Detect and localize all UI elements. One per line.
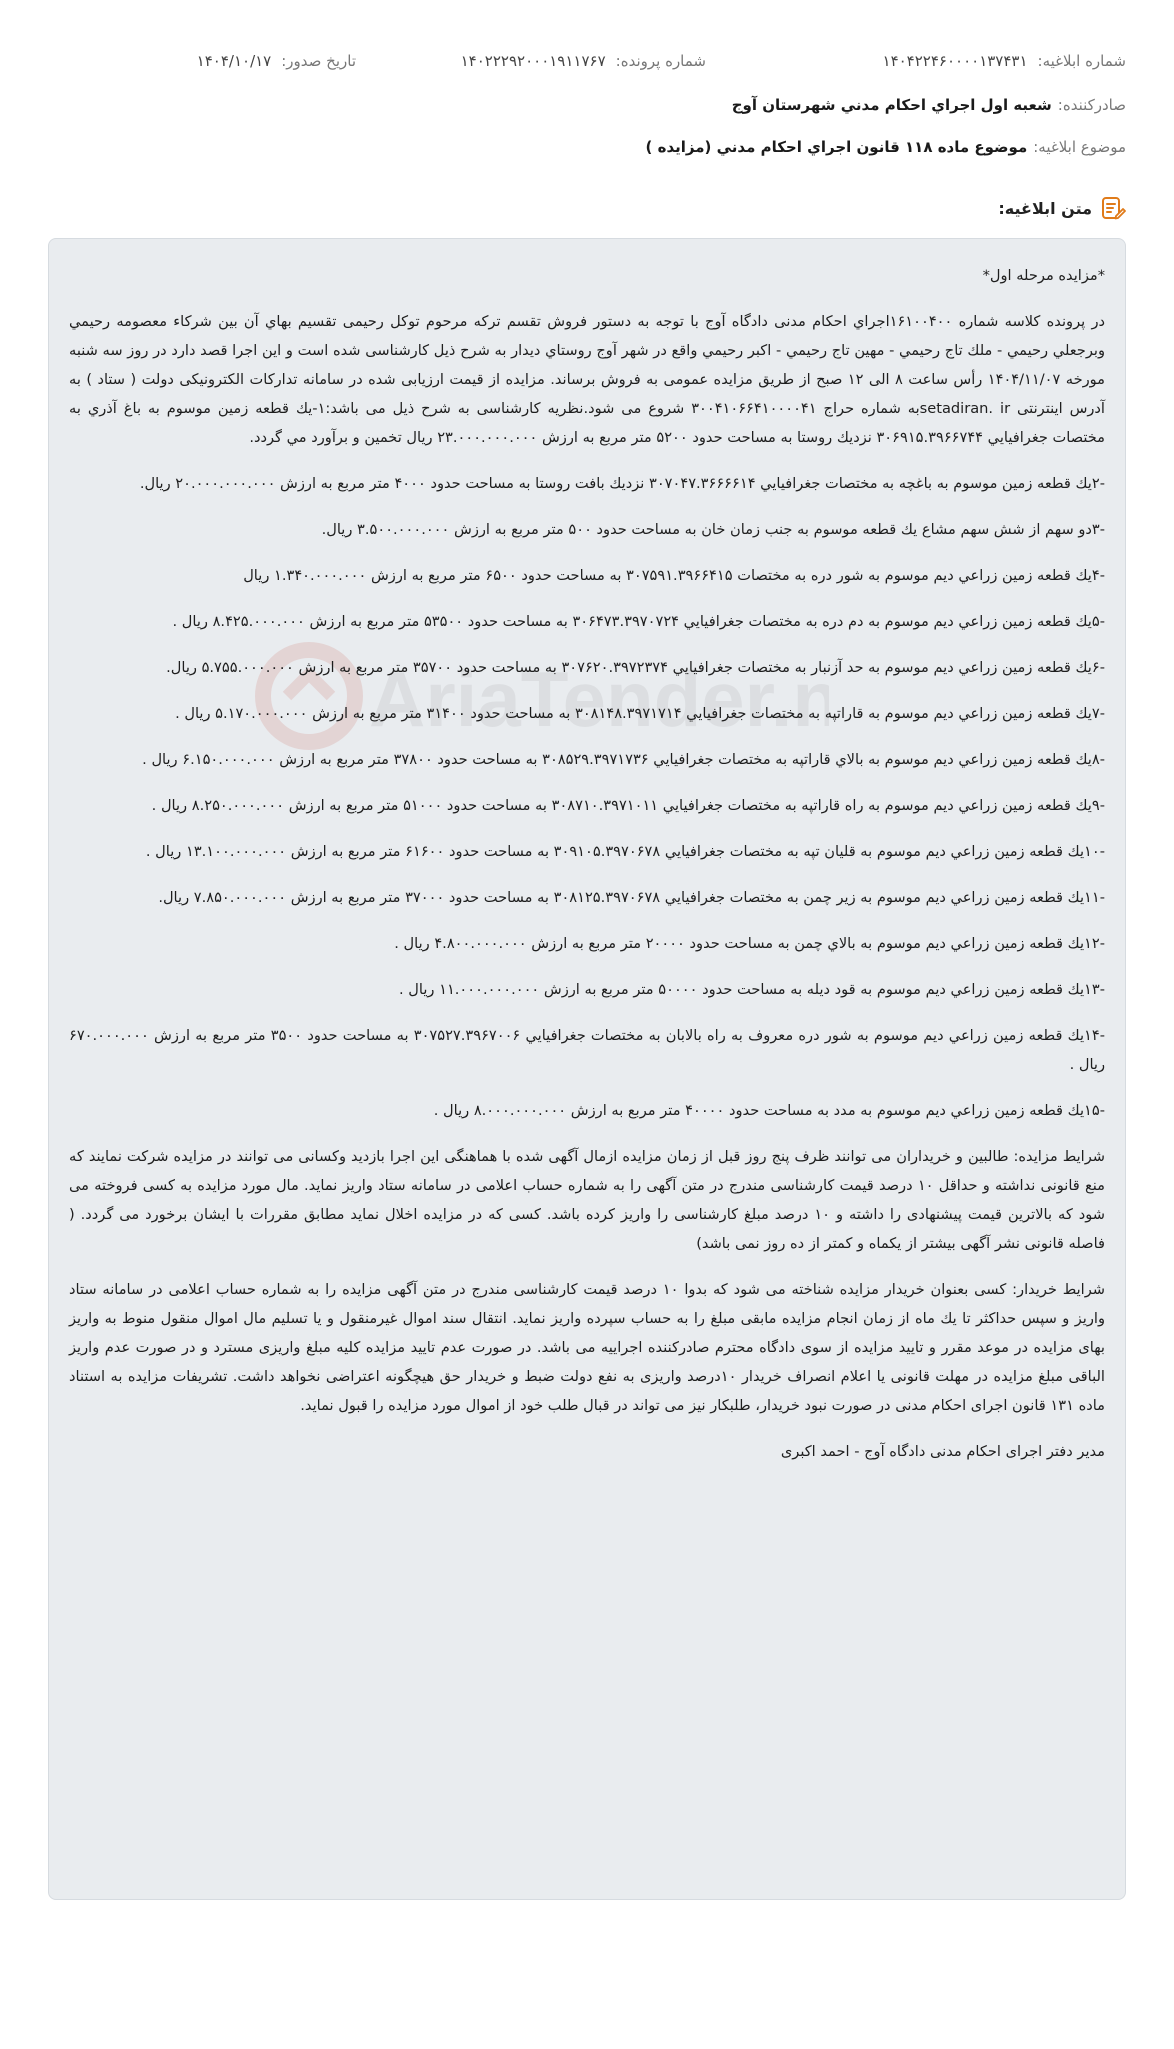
- subject-line: [48, 138, 1126, 156]
- paragraph-item-14: -۱۴يك قطعه زمين زراعي ديم موسوم به شور دره معروف به راه بالابان به مختصات جغرافيايي ۳۰۷۵۲۷.۳۹۶۷۰۰۶ به مساحت حدود ۳۵۰۰ متر مربع به ارزش ۶۷۰.۰۰۰.۰۰۰ ريال .: [69, 1027, 1105, 1073]
- paragraph-item-12: -۱۲يك قطعه زمين زراعي ديم موسوم به بالاي چمن به مساحت حدود ۲۰۰۰۰ متر مربع به ارزش ۴.۸۰۰.۰۰۰.۰۰۰ ريال .: [394, 935, 1105, 952]
- case-number-value: ۱۴۰۲۲۲۹۲۰۰۰۱۹۱۱۷۶۷: [460, 52, 606, 70]
- paragraph-auction-terms: شرايط مزايده: طالبين و خريداران مى توانند ظرف پنج روز قبل از زمان مزايده ازمال آگهى شده با هماهنگى اين اجرا بازديد وكسانى مى توانند در مزايده شركت نمايند كه منع قانونى نداشته و حداقل ۱۰ درصد قيمت كارشناسى مندرج در متن آگهى را به شماره حساب اعلامى در سامانه ستاد واريز نمايد. مال مورد مزايده به كسى فروخته مى شود كه بالاترين قيمت پيشنهادى را داشته و ۱۰ درصد مبلغ كارشناسى را واريز كرده باشد. كسى كه در مزايده اخلال نمايد مطابق مقررات با ايشان برخورد مى گردد. ( فاصله قانونى نشر آگهى بيشتر از يكماه و كمتر از ده روز نمى باشد): [69, 1148, 1105, 1252]
- paragraph-item-13: -۱۳يك قطعه زمين زراعي ديم موسوم به قود ديله به مساحت حدود ۵۰۰۰۰ متر مربع به ارزش ۱۱.۰۰۰.۰۰۰.۰۰۰ ريال .: [399, 981, 1105, 998]
- case-number: [461, 52, 706, 70]
- paragraph-item-6: -۶يك قطعه زمين زراعي ديم موسوم به حد آزنبار به مختصات جغرافيايي ۳۰۷۶۲۰.۳۹۷۲۳۷۴ به مساحت حدود ۳۵۷۰۰ متر مربع به ارزش ۵.۷۵۵.۰۰۰.۰۰۰ ريال.: [166, 659, 1105, 676]
- notice-body: [69, 261, 1105, 1483]
- paragraph-intro: در پرونده كلاسه شماره ۱۶۱۰۰۴۰۰اجراي احكام مدنى دادگاه آوج با توجه به دستور فروش تقسم تركه مرحوم توكل رحيمى تقسيم بهاي آن بين شركاء معصومه رحيمي وبرجعلي رحيمي - ملك تاج رحيمي - مهين تاج رحيمي - اكبر رحيمي واقع در شهر آوج روستاي ديدار به شرح ذيل كارشناسى شده است و اين اجرا قصد دارد در روز سه شنبه مورخه ۱۴۰۴/۱۱/۰۷ رأس ساعت ۸ الى ۱۲ صبح از طريق مزايده عمومى به فروش برساند. مزايده از قيمت ارزيابى شده در سامانه تداركات الكترونيكى دولت ( ستاد ) به آدرس اينترنتى setadiran. irبه شماره حراج ۳۰۰۴۱۰۶۶۴۱۰۰۰۰۴۱ شروع مى شود.نظريه كارشناسى به شرح ذيل مى باشد:۱-يك قطعه زمين موسوم به باغ آذري به مختصات جغرافيايي ۳۰۶۹۱۵.۳۹۶۶۷۴۴ نزديك روستا به مساحت حدود ۵۲۰۰ متر مربع به ارزش ۲۳.۰۰۰.۰۰۰.۰۰۰ ريال تخمين و برآورد مي گردد.: [69, 313, 1105, 446]
- notice-text-heading: [998, 195, 1126, 221]
- notice-number: [883, 52, 1126, 70]
- notice-number-label: شماره ابلاغیه:: [1037, 52, 1126, 70]
- paragraph-heading: *مزايده مرحله اول*: [982, 267, 1105, 284]
- case-number-label: شماره پرونده:: [615, 52, 706, 70]
- paragraph-item-2: -۲يك قطعه زمين موسوم به باغچه به مختصات جغرافيايي ۳۰۷۰۴۷.۳۶۶۶۶۱۴ نزديك بافت روستا به مساحت حدود ۴۰۰۰ متر مربع به ارزش ۲۰.۰۰۰.۰۰۰.۰۰۰ ريال.: [139, 475, 1105, 492]
- issuer-line: [48, 96, 1126, 114]
- issue-date-label: تاریخ صدور:: [281, 52, 356, 70]
- notice-text-panel: [48, 238, 1126, 1900]
- issue-date-value: ۱۴۰۴/۱۰/۱۷: [196, 52, 272, 70]
- paragraph-item-5: -۵يك قطعه زمين زراعي ديم موسوم به دم دره به مختصات جغرافيايي ۳۰۶۴۷۳.۳۹۷۰۷۲۴ به مساحت حدود ۵۳۵۰۰ متر مربع به ارزش ۸.۴۲۵.۰۰۰.۰۰۰ ريال .: [172, 613, 1105, 630]
- paragraph-item-7: -۷يك قطعه زمين زراعي ديم موسوم به قاراتپه به مختصات جغرافيايي ۳۰۸۱۴۸.۳۹۷۱۷۱۴ به مساحت حدود ۳۱۴۰۰ متر مربع به ارزش ۵.۱۷۰.۰۰۰.۰۰۰ ريال .: [175, 705, 1105, 722]
- paragraph-item-4: -۴يك قطعه زمين زراعي ديم موسوم به شور دره به مختصات ۳۰۷۵۹۱.۳۹۶۶۴۱۵ به مساحت حدود ۶۵۰۰ متر مربع به ارزش ۱.۳۴۰.۰۰۰.۰۰۰ ريال: [243, 567, 1105, 584]
- document-edit-icon: [1100, 195, 1126, 221]
- issue-date: [197, 52, 356, 70]
- issuer-label: صادرکننده:: [1057, 96, 1126, 114]
- paragraph-buyer-terms: شرايط خريدار: كسى بعنوان خريدار مزايده شناخته مى شود كه بدوا ۱۰ درصد قيمت كارشناسى مندرج در متن آگهى مزايده را به شماره حساب اعلامى در سامانه ستاد واريز و سپس حداكثر تا يك ماه از زمان انجام مزايده مابقى مبلغ را به حساب سپرده واريز نمايد. انتقال سند اموال غيرمنقول و يا تسليم مال اموال منقول منوط به واريز بهاى مزايده در موعد مقرر و تاييد مزايده از سوى دادگاه محترم صادركننده اجراييه مى باشد. در صورت عدم تاييد مزايده كليه مبلغ واريزى مسترد و در صورت عدم واريز الباقى مبلغ مزايده در مهلت قانونى يا اعلام انصراف خريدار ۱۰درصد واريزى به نفع دولت ضبط و خريدار حق هيچگونه اعتراضى نخواهد داشت. تشريفات مزايده به استناد ماده ۱۳۱ قانون اجراى احكام مدنى در صورت نبود خريدار، طلبكار نيز مى تواند در قبال طلب خود از اموال مورد مزايده را قبول نمايد.: [69, 1281, 1105, 1414]
- paragraph-item-3: -۳دو سهم از شش سهم مشاع يك قطعه موسوم به جنب زمان خان به مساحت حدود ۵۰۰ متر مربع به ارزش ۳.۵۰۰.۰۰۰.۰۰۰ ريال.: [321, 521, 1105, 538]
- paragraph-item-15: -۱۵يك قطعه زمين زراعي ديم موسوم به مدد به مساحت حدود ۴۰۰۰۰ متر مربع به ارزش ۸.۰۰۰.۰۰۰.۰۰۰ ريال .: [433, 1102, 1105, 1119]
- paragraph-item-8: -۸يك قطعه زمين زراعي ديم موسوم به بالاي قاراتپه به مختصات جغرافيايي ۳۰۸۵۲۹.۳۹۷۱۷۳۶ به مساحت حدود ۳۷۸۰۰ متر مربع به ارزش ۶.۱۵۰.۰۰۰.۰۰۰ ريال .: [142, 751, 1105, 768]
- notice-text-title: متن ابلاغیه:: [998, 198, 1092, 218]
- notice-number-value: ۱۴۰۴۲۲۴۶۰۰۰۰۱۳۷۴۳۱: [882, 52, 1028, 70]
- subject-label: موضوع ابلاغیه:: [1033, 138, 1126, 156]
- subject-value: موضوع ماده ۱۱۸ قانون اجراي احكام مدني (مزايده ): [645, 138, 1028, 156]
- paragraph-item-10: -۱۰يك قطعه زمين زراعي ديم موسوم به قليان تپه به مختصات جغرافيايي ۳۰۹۱۰۵.۳۹۷۰۶۷۸ به مساحت حدود ۶۱۶۰۰ متر مربع به ارزش ۱۳.۱۰۰.۰۰۰.۰۰۰ ريال .: [145, 843, 1105, 860]
- paragraph-item-11: -۱۱يك قطعه زمين زراعي ديم موسوم به زير چمن به مختصات جغرافيايي ۳۰۸۱۲۵.۳۹۷۰۶۷۸ به مساحت حدود ۳۷۰۰۰ متر مربع به ارزش ۷.۸۵۰.۰۰۰.۰۰۰ ريال.: [158, 889, 1105, 906]
- issuer-value: شعبه اول اجراي احكام مدني شهرستان آوج: [731, 96, 1052, 114]
- notice-meta-row: [48, 52, 1126, 82]
- paragraph-signature: مدير دفتر اجراى احكام مدنى دادگاه آوج - احمد اكبرى: [780, 1443, 1105, 1460]
- watermark-text: AriaTender.n: [369, 655, 829, 743]
- paragraph-item-9: -۹يك قطعه زمين زراعي ديم موسوم به راه قاراتپه به مختصات جغرافيايي ۳۰۸۷۱۰.۳۹۷۱۰۱۱ به مساحت حدود ۵۱۰۰۰ متر مربع به ارزش ۸.۲۵۰.۰۰۰.۰۰۰ ريال .: [151, 797, 1105, 814]
